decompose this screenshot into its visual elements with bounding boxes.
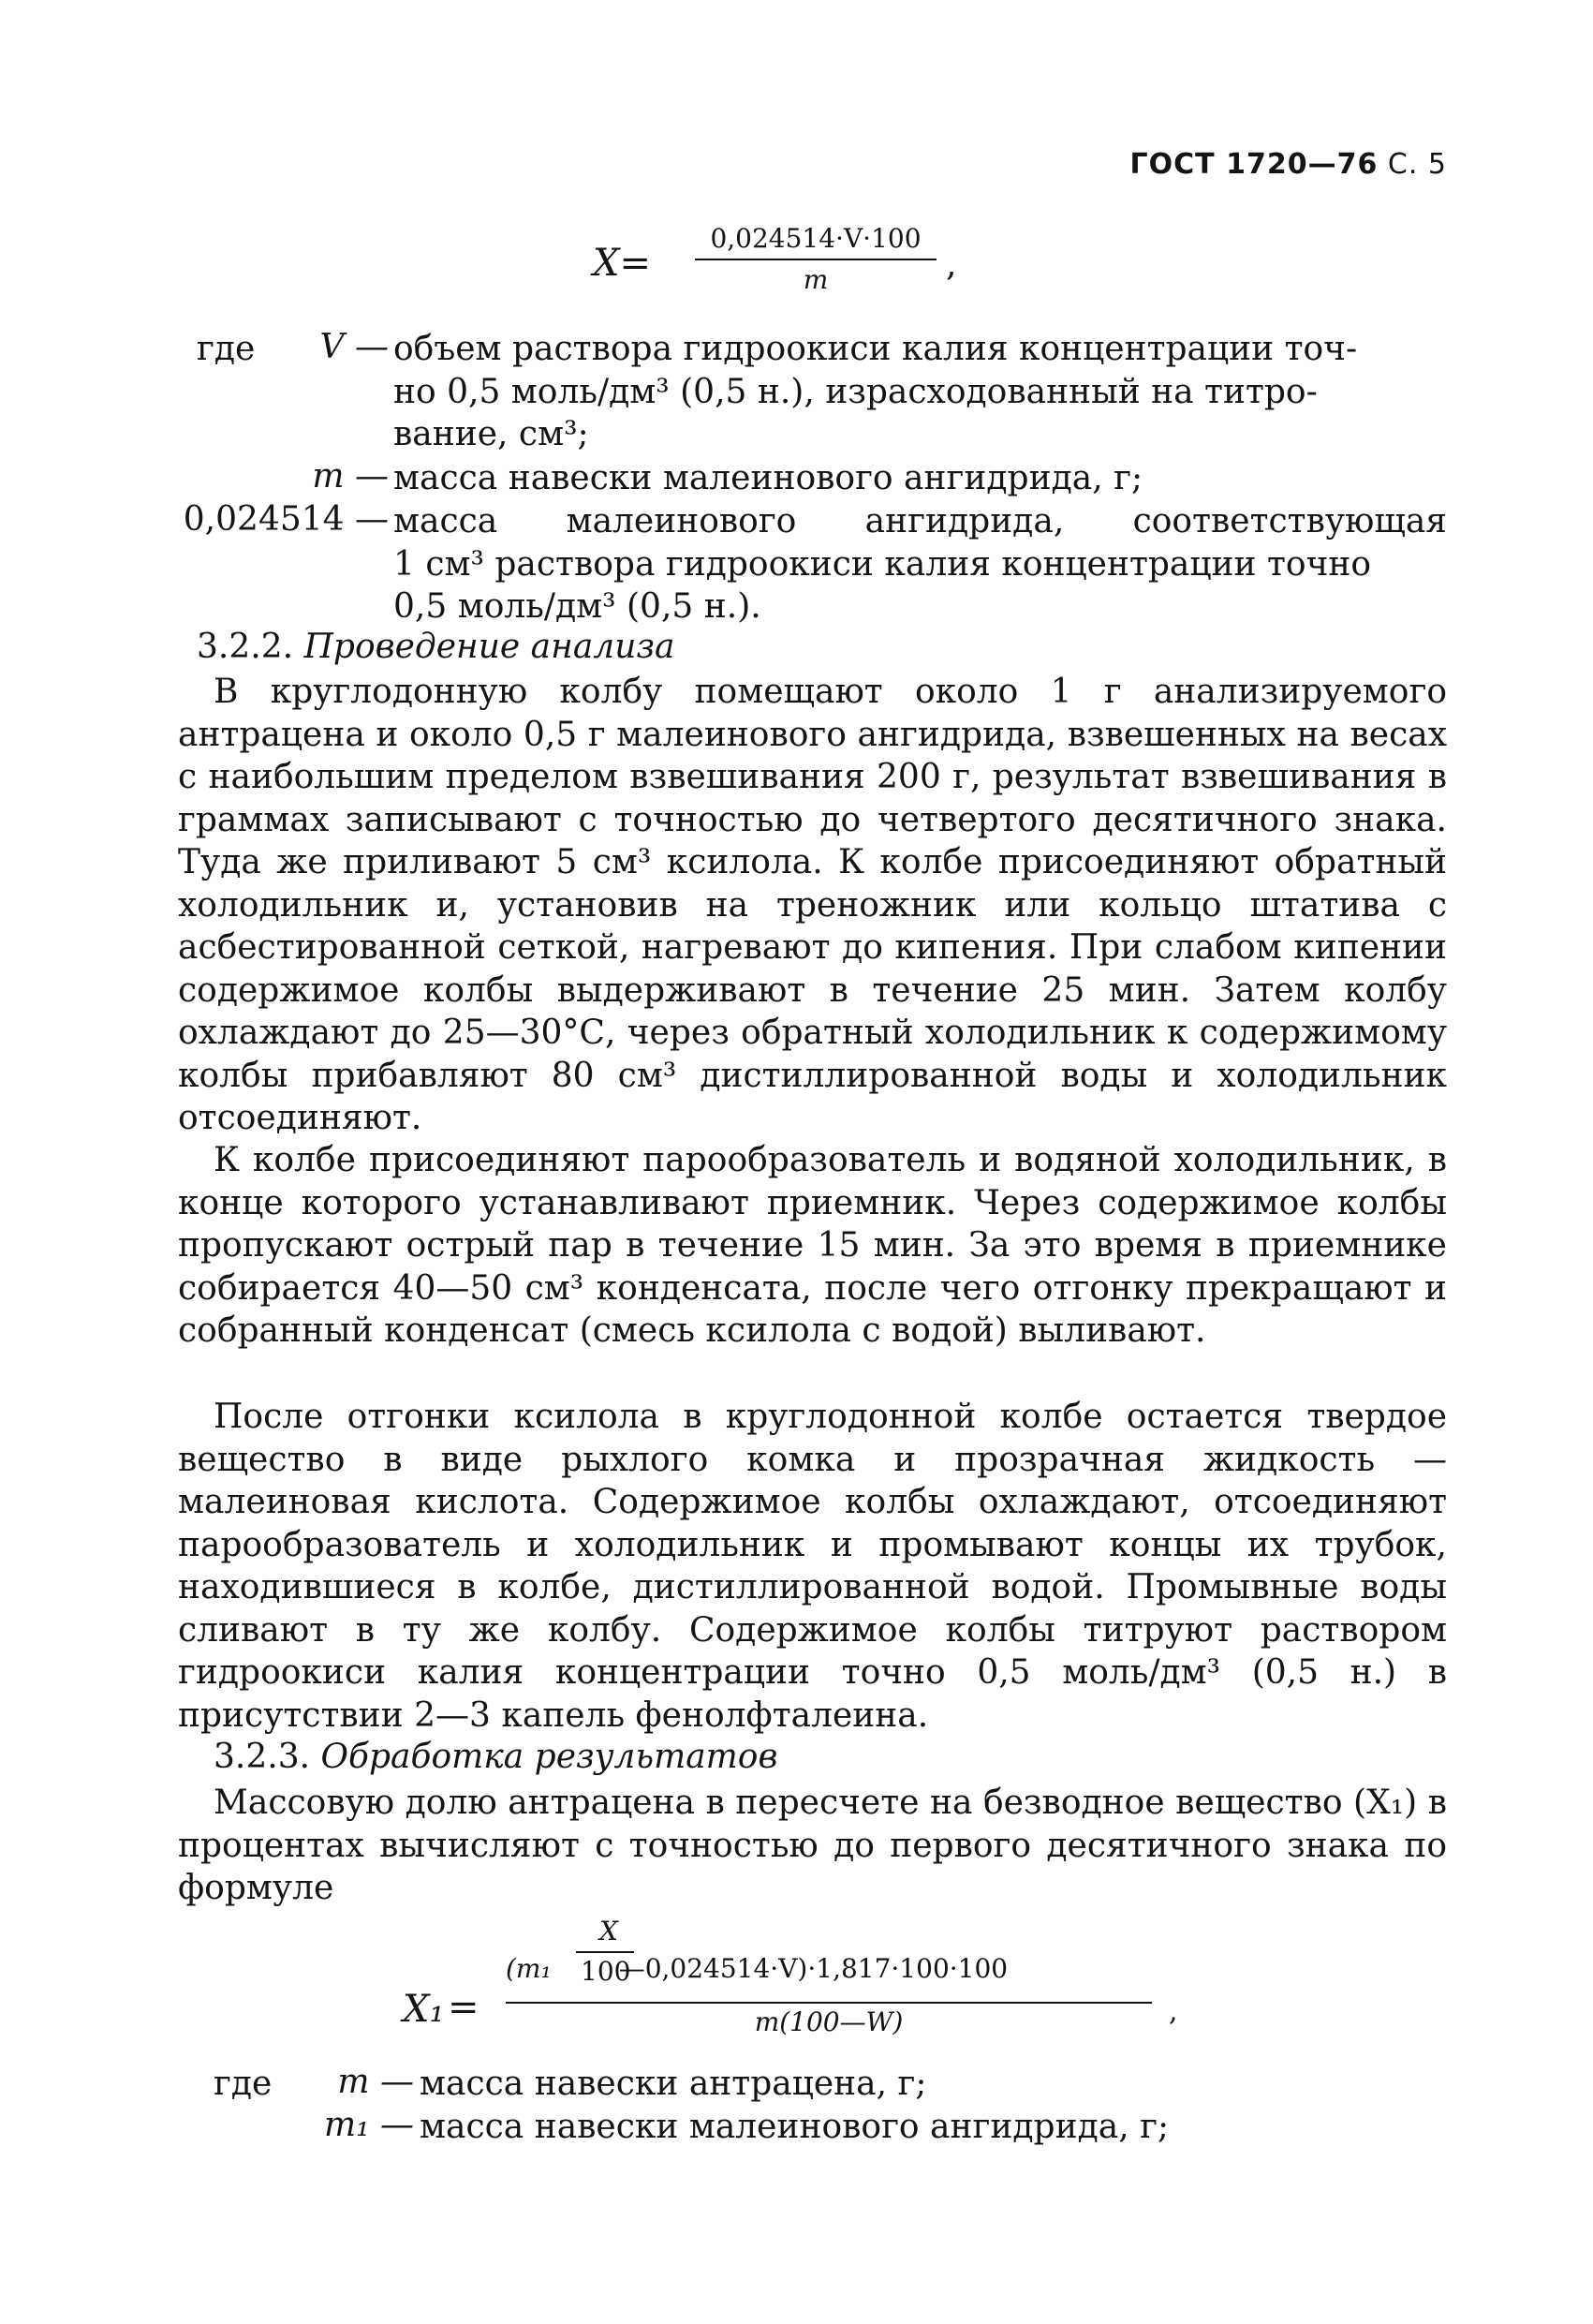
definition-v-line: объем раствора гидроокиси калия концентрации точ- (393, 330, 1358, 368)
where-label: где (197, 330, 256, 368)
standard-number: ГОСТ 1720—76 (1129, 148, 1379, 181)
paragraph-procedure-2: К колбе присоединяют парообразователь и водяной холодильник, в конце которого устанавливают приемник. Через содержимое колбы пропускают острый пар в течение 15 мин. За это время в приемнике собирается 40—50 см³ конденсата, после чего отгонку прекращают и собранный конденсат (смесь ксилола с водой) выливают. (178, 1141, 1447, 1350)
formula-x1-inner-numerator: X (599, 1916, 618, 1947)
section-number: 3.2.3. (214, 1738, 311, 1776)
section-title: Проведение анализа (303, 628, 675, 666)
term-coefficient: 0,024514 — (183, 500, 389, 539)
definition-m1: масса навески малеинового ангидрида, г; (420, 2108, 1170, 2146)
definition-m-2: масса навески антрацена, г; (420, 2065, 927, 2103)
definition-coefficient-line: масса малеинового ангидрида, соответствующая (393, 502, 1447, 540)
section-number: 3.2.2. (197, 628, 294, 666)
formula-x-lhs: X= (593, 242, 651, 285)
paragraph-calculation: Массовую долю антрацена в пересчете на безводное вещество (X₁) в процентах вычисляют с точностью до первого десятичного знака по формуле (178, 1784, 1447, 1907)
formula-x1-denominator: m(100—W) (754, 2006, 904, 2037)
definition-v-line: но 0,5 моль/дм³ (0,5 н.), израсходованный на титро- (393, 372, 1318, 411)
formula-x-fraction-bar (695, 259, 937, 260)
term-m1: m₁ — (323, 2106, 414, 2144)
term-v: V — (319, 328, 389, 366)
formula-x-numerator: 0,024514·V·100 (710, 223, 922, 254)
formula-x1-fraction-bar (506, 2002, 1152, 2004)
section-3-2-3-heading (214, 1738, 777, 1776)
formula-x1-numerator-rest: —0,024514·V)·1,817·100·100 (618, 1953, 1009, 1984)
definition-coefficient-line: 0,5 моль/дм³ (0,5 н.). (393, 587, 761, 626)
section-3-2-2-heading (197, 628, 674, 666)
formula-x1-comma: , (1169, 1995, 1178, 2028)
definition-m-line: масса навески малеинового ангидрида, г; (393, 459, 1143, 497)
formula-x-denominator: m (803, 264, 829, 295)
paragraph-procedure-3: После отгонки ксилола в круглодонной колбе остается твердое вещество в виде рыхлого комка и прозрачная жидкость — малеиновая кислота. Содержимое колбы охлаждают, отсоединяют парообразователь и холодильник и промывают концы их трубок, находившиеся в колбе, дистиллированной водой. Промывные воды сливают в ту же колбу. Содержимое колбы титруют раствором гидроокиси калия концентрации точно 0,5 моль/дм³ (0,5 н.) в присутствии 2—3 капель фенолфталеина. (178, 1398, 1447, 1735)
formula-x1-lhs: X₁ (403, 1988, 445, 2031)
where-label-2: где (214, 2065, 273, 2103)
definition-v (393, 328, 1447, 456)
definition-m (393, 457, 1447, 500)
formula-x1-inner-denominator: 100 (581, 1956, 631, 1987)
page-number: С. 5 (1387, 148, 1447, 181)
paragraph-procedure-1: В круглодонную колбу помещают около 1 г анализируемого антрацена и около 0,5 г малеинового ангидрида, взвешенных на весах с наибольшим пределом взвешивания 200 г, результат взвешивания в граммах записывают с точностью до четвертого десятичного знака. Туда же приливают 5 см³ ксилола. К колбе присоединяют обратный холодильник и, установив на треножник или кольцо штатива с асбестированной сеткой, нагревают до кипения. При слабом кипении содержимое колбы выдерживают в течение 25 мин. Затем колбу охлаждают до 25—30°С, через обратный холодильник к содержимому колбы прибавляют 80 см³ дистиллированной воды и холодильник отсоединяют. (178, 673, 1447, 1137)
term-m: m — (312, 457, 389, 496)
term-m-2: m — (337, 2063, 414, 2101)
formula-x1-equals: = (448, 1986, 479, 2029)
page-header (1030, 148, 1447, 181)
definition-coefficient (393, 500, 1447, 629)
definition-v-line: вание, см³; (393, 415, 589, 453)
formula-x-comma: , (946, 245, 957, 284)
formula-x1-m1: (m₁ (506, 1953, 552, 1984)
definition-coefficient-line: 1 см³ раствора гидроокиси калия концентрации точно (393, 544, 1372, 584)
section-title: Обработка результатов (320, 1738, 778, 1776)
